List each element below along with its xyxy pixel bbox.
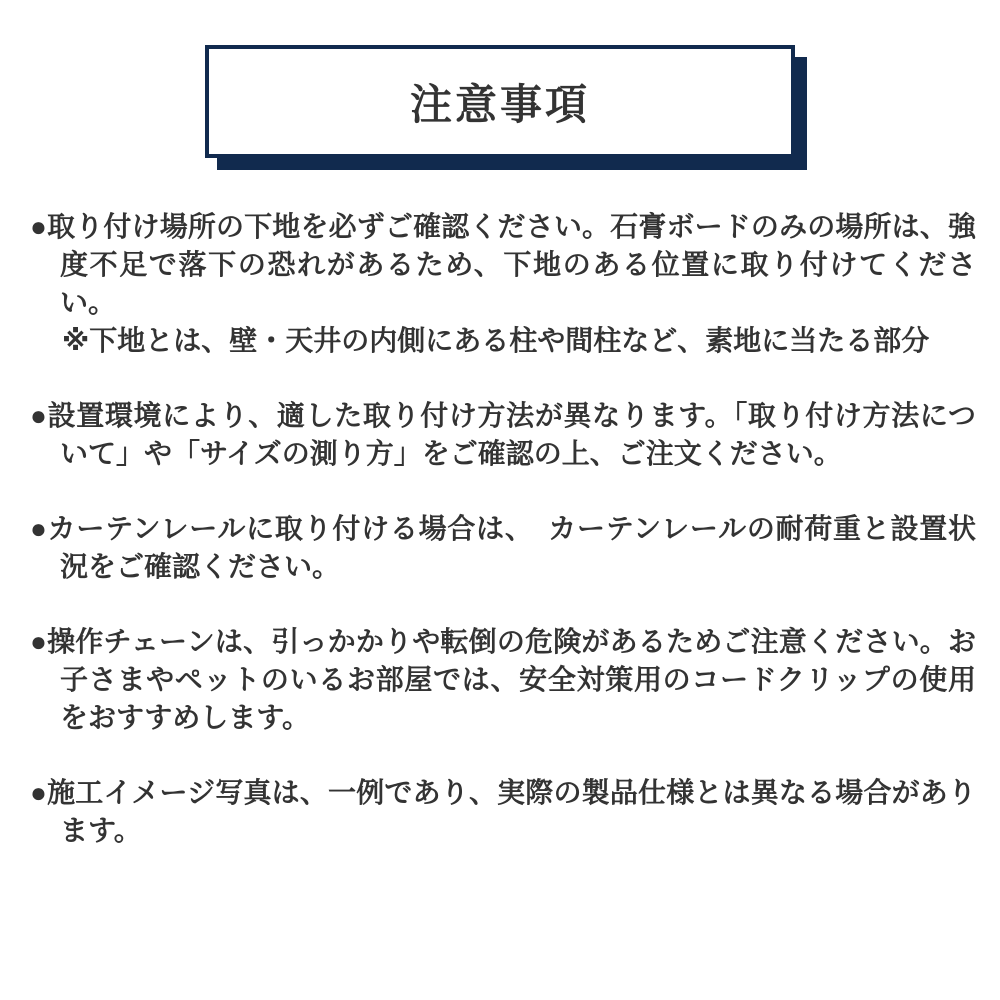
notice-line: [30, 510, 976, 586]
notice-line: [30, 623, 976, 737]
notice-text: 取り付け場所の下地を必ずご確認ください。石膏ボードのみの場所は、強度不足で落下の恐れがあるため、下地のある位置に取り付けてください。: [47, 211, 976, 318]
notice-text: 施工イメージ写真は、一例であり、実際の製品仕様とは異なる場合があります。: [47, 777, 976, 846]
notice-text: 操作チェーンは、引っかかりや転倒の危険があるためご注意ください。お子さまやペットのいるお部屋では、安全対策用のコードクリップの使用をおすすめします。: [47, 626, 976, 733]
bullet-icon: ●: [30, 400, 48, 431]
notice-item: [30, 397, 976, 473]
notice-item: [30, 774, 976, 850]
page-title: 注意事項: [409, 80, 590, 128]
notice-item: [30, 510, 976, 586]
notice-subnote: ※下地とは、壁・天井の内側にある柱や間柱など、素地に当たる部分: [62, 325, 930, 356]
notice-line: [30, 774, 976, 850]
title-box: [205, 45, 795, 158]
bullet-icon: ●: [30, 626, 48, 657]
bullet-icon: ●: [30, 777, 48, 808]
notice-text: カーテンレールに取り付ける場合は、 カーテンレールの耐荷重と設置状況をご確認ください。: [47, 513, 976, 582]
notice-line: [30, 397, 976, 473]
bullet-icon: ●: [30, 211, 48, 242]
notice-item: [30, 208, 976, 360]
notice-list: [0, 158, 1000, 850]
notice-item: [30, 623, 976, 737]
notice-text: 設置環境により、適した取り付け方法が異なります。「取り付け方法について」や「サイズの測り方」をご確認の上、ご注文ください。: [47, 400, 976, 469]
notice-line: [30, 208, 976, 322]
bullet-icon: ●: [30, 513, 48, 544]
